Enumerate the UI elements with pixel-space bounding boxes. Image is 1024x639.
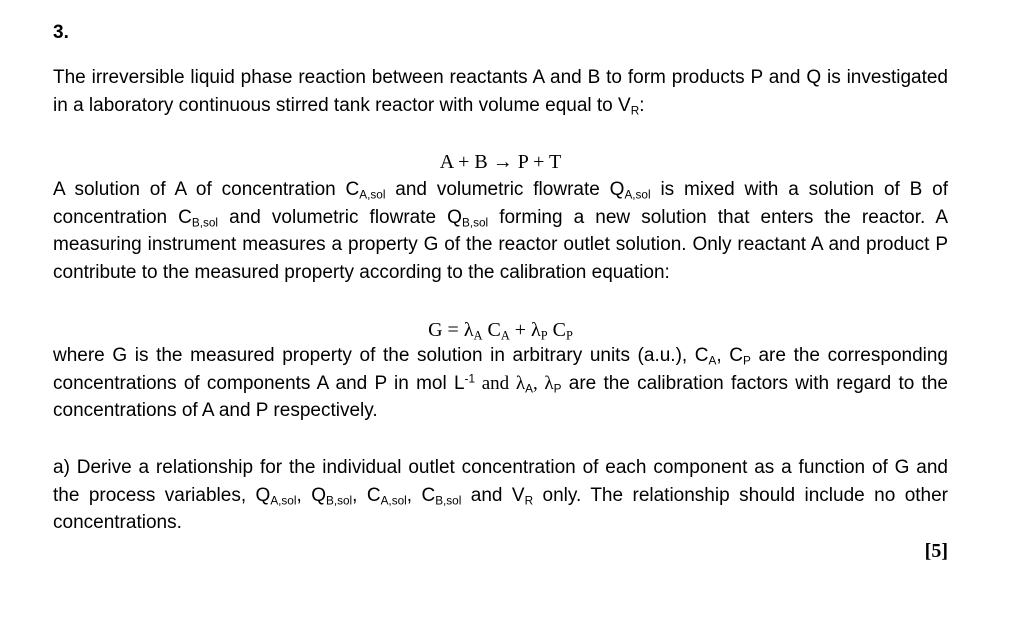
intro-end: :: [639, 94, 645, 116]
where-sub-2: P: [743, 354, 751, 368]
intro-text: The irreversible liquid phase reaction between reactants A and B to form products P and Q is investigated in a laboratory continuous stirred tank reactor with volume equal to V: [53, 67, 948, 116]
where-superscript: -1: [464, 372, 475, 386]
desc-text-2: and volumetric flowrate Q: [385, 179, 625, 200]
where-text-5: , λ: [532, 372, 554, 394]
desc-text-5: forming a new solution that enters the reactor. A measuring instrument measures a property G of the reactor outlet solution. Only reactant A and product P contribute to the measured property according to the calibration equation:: [53, 206, 948, 283]
part-a-sub-5: R: [524, 493, 534, 507]
part-a-paragraph: [53, 454, 948, 537]
where-paragraph: [53, 342, 948, 425]
calib-text-2: C: [482, 319, 501, 341]
question-number: 3.: [53, 22, 69, 43]
part-a-sub-4: B,sol: [435, 493, 462, 507]
desc-sub-1: A,sol: [359, 188, 386, 202]
where-text-1: where G is the measured property of the solution in arbitrary units (a.u.), C: [53, 345, 709, 366]
intro-subscript: R: [630, 103, 640, 117]
desc-text-4: and volumetric flowrate Q: [218, 206, 462, 228]
part-a-sub-1: A,sol: [270, 493, 297, 507]
part-a-text-2: , Q: [296, 484, 326, 506]
calib-text-3: + λ: [509, 319, 541, 341]
where-sub-5: P: [553, 381, 562, 395]
where-text-6: are the calibration factors with regard to the concentrations of A and P respectively.: [53, 372, 948, 422]
part-a-sub-2: B,sol: [325, 493, 353, 507]
desc-sub-3: B,sol: [191, 215, 219, 229]
part-a-text-5: and V: [461, 484, 525, 506]
calib-sub-4: P: [566, 328, 573, 343]
desc-text-3: is mixed with a solution of B of concentration C: [53, 179, 949, 228]
calib-sub-3: P: [540, 328, 548, 343]
part-a-text-3: , C: [352, 484, 381, 506]
marks-label: [5]: [924, 540, 948, 562]
calib-sub-1: A: [473, 328, 483, 343]
desc-text-1: A solution of A of concentration C: [53, 179, 360, 200]
part-a-sub-3: A,sol: [380, 493, 407, 507]
part-a-text-6: only. The relationship should include no other concentrations.: [53, 484, 949, 534]
desc-sub-2: A,sol: [624, 188, 651, 202]
desc-sub-4: B,sol: [461, 215, 489, 229]
calib-text-4: C: [547, 319, 566, 341]
calib-text-1: G = λ: [428, 319, 474, 341]
part-a-text-1: a) Derive a relationship for the individual outlet concentration of each component as a function of G and the process variables, Q: [53, 457, 948, 506]
intro-paragraph: [53, 64, 948, 119]
where-sub-1: A: [708, 354, 717, 368]
description-paragraph: [53, 176, 948, 286]
reaction-equation: A + B → P + T: [439, 151, 562, 173]
calibration-equation: [53, 316, 948, 344]
where-text-3: are the corresponding concentrations of components A and P in mol L: [53, 345, 948, 394]
where-sub-4: A: [525, 381, 533, 395]
where-text-4: and λ: [475, 372, 526, 394]
where-text-2: , C: [716, 345, 744, 366]
calib-sub-2: A: [500, 328, 510, 343]
part-a-text-4: , C: [406, 484, 436, 506]
